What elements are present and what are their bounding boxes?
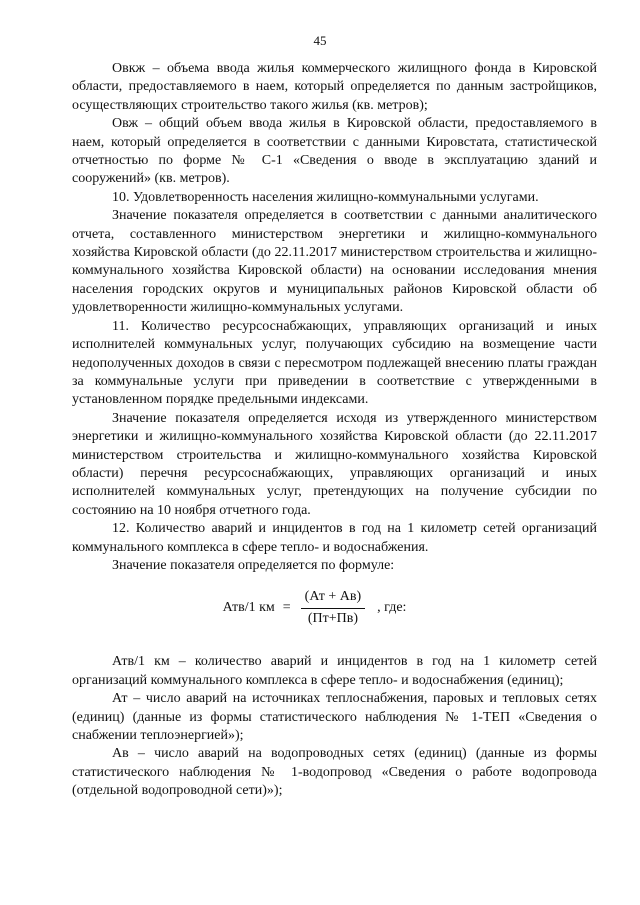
section-10-heading: 10. Удовлетворенность населения жилищно-коммунальными услугами. [112,189,539,205]
paragraph-atv-definition: Атв/1 км – количество аварий и инцидентов в год на 1 километр сетей организаций коммунального комплекса в сфере тепло- и водоснабжения (единиц); [72,654,597,688]
formula-tail: , где: [377,600,407,616]
formula [72,575,597,641]
formula-fraction [301,588,365,628]
paragraph-ovzh-definition: Овж – общий объем ввода жилья в Кировской области, предоставляемого в наем, который определяется в соответствии с данными Кировстата, статистической отчетностью по форме № С-1 «Сведения о вводе в эксплуатацию зданий и сооружений» (кв. метров). [72,116,597,187]
document-body [72,60,597,801]
paragraph-ovkzh-definition: Овкж – объема ввода жилья коммерческого жилищного фонда в Кировской области, предоставляемого в наем, который определяется по данным застройщиков, осуществляющих строительство такого жилья (кв. метров); [72,61,597,113]
paragraph-at-definition: Ат – число аварий на источниках теплоснабжения, паровых и тепловых сетях (единиц) (данные из формы статистического наблюдения № 1-ТЕП «Сведения о снабжении теплоэнергией»); [72,691,597,743]
formula-equals: = [282,600,291,616]
paragraph-formula-intro: Значение показателя определяется по формуле: [112,557,395,573]
formula-denominator: (Пт+Пв) [307,610,358,626]
section-12-heading: 12. Количество аварий и инцидентов в год на 1 километр сетей организаций коммунального комплекса в сфере тепло- и водоснабжения. [72,521,597,555]
formula-lhs: Атв/1 км [222,600,275,616]
paragraph-av-definition: Ав – число аварий на водопроводных сетях (единиц) (данные из формы статистического наблюдения № 1-водопровод «Сведения о работе водопровода (отдельной водопроводной сети)»); [72,746,597,799]
paragraph-section-11-method: Значение показателя определяется исходя из утвержденного министерством энергетики и жилищно-коммунального хозяйства Кировской области (до 22.11.2017 министерством строительства и жилищно-коммунального хозяйства Кировской области) перечня ресурсоснабжающих, управляющих организаций и иных исполнителей коммунальных услуг, претендующих на получение субсидии по состоянию на 10 ноября отчетного года. [72,410,597,518]
paragraph-section-10-method: Значение показателя определяется в соответствии с данными аналитического отчета, составленного министерством энергетики и жилищно-коммунального хозяйства Кировской области (до 22.11.2017 министерством строительства и жилищно-коммунального хозяйства Кировской области) на основании исследования мнения населения городских округов и муниципальных районов Кировской области об удовлетворенности жилищно-коммунальных услугами. [72,208,597,316]
page-number: 45 [313,33,327,48]
section-11-heading: 11. Количество ресурсоснабжающих, управляющих организаций и иных исполнителей коммунальных услуг, получающих субсидию на возмещение части недополученных доходов в связи с пересмотром подлежащей внесению платы граждан за коммунальные услуги при приведении в соответствие с утвержденными в установленном порядке предельными индексами. [72,318,597,408]
formula-numerator: (Ат + Ав) [301,588,365,608]
